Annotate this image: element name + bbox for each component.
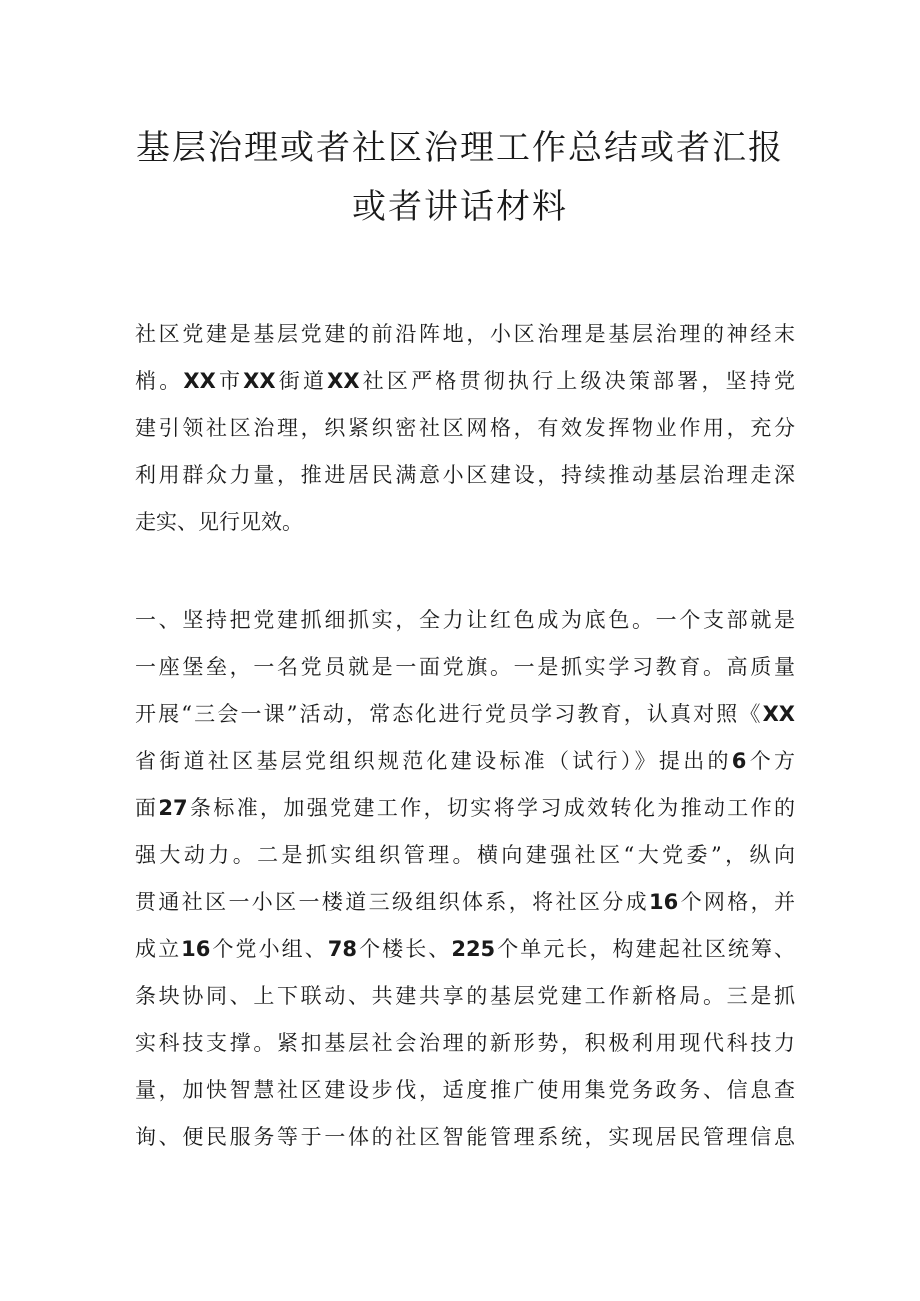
text-line: 一、坚持把党建抓细抓实，全力让红色成为底色。一个支部就是	[135, 608, 795, 632]
text-line: 量，加快智慧社区建设步伐，适度推广使用集党务政务、信息查	[135, 1078, 795, 1102]
text-line: 梢。XX市XX街道XX社区严格贯彻执行上级决策部署，坚持党	[135, 369, 796, 393]
text-line: 利用群众力量，推进居民满意小区建设，持续推动基层治理走深	[135, 463, 795, 487]
text-line: 省街道社区基层党组织规范化建设标准（试行）》提出的6个方	[135, 749, 796, 773]
paragraph-section-one	[135, 597, 795, 1161]
text-line: 建引领社区治理，织紧织密社区网格，有效发挥物业作用，充分	[135, 416, 795, 440]
text-line: 走实、见行见效。	[135, 510, 303, 534]
text-line: 开展“三会一课”活动，常态化进行党员学习教育，认真对照《XX	[135, 702, 795, 726]
text-line: 条块协同、上下联动、共建共享的基层党建工作新格局。三是抓	[135, 984, 795, 1008]
document-title-line-1: 基层治理或者社区治理工作总结或者汇报	[136, 128, 784, 168]
text-line: 社区党建是基层党建的前沿阵地，小区治理是基层治理的神经末	[135, 322, 795, 346]
document-title-line-2: 或者讲话材料	[352, 187, 568, 227]
text-line: 一座堡垒，一名党员就是一面党旗。一是抓实学习教育。高质量	[135, 655, 795, 679]
text-line: 询、便民服务等于一体的社区智能管理系统，实现居民管理信息	[135, 1125, 795, 1149]
text-line: 实科技支撑。紧扣基层社会治理的新形势，积极利用现代科技力	[135, 1031, 795, 1055]
text-line: 成立16个党小组、78个楼长、225个单元长，构建起社区统筹、	[135, 937, 796, 961]
text-line: 面27条标准，加强党建工作，切实将学习成效转化为推动工作的	[135, 796, 796, 820]
paragraph-intro	[135, 311, 795, 546]
text-line: 强大动力。二是抓实组织管理。横向建强社区“大党委”，纵向	[135, 843, 795, 867]
text-line: 贯通社区一小区一楼道三级组织体系，将社区分成16个网格，并	[135, 890, 796, 914]
